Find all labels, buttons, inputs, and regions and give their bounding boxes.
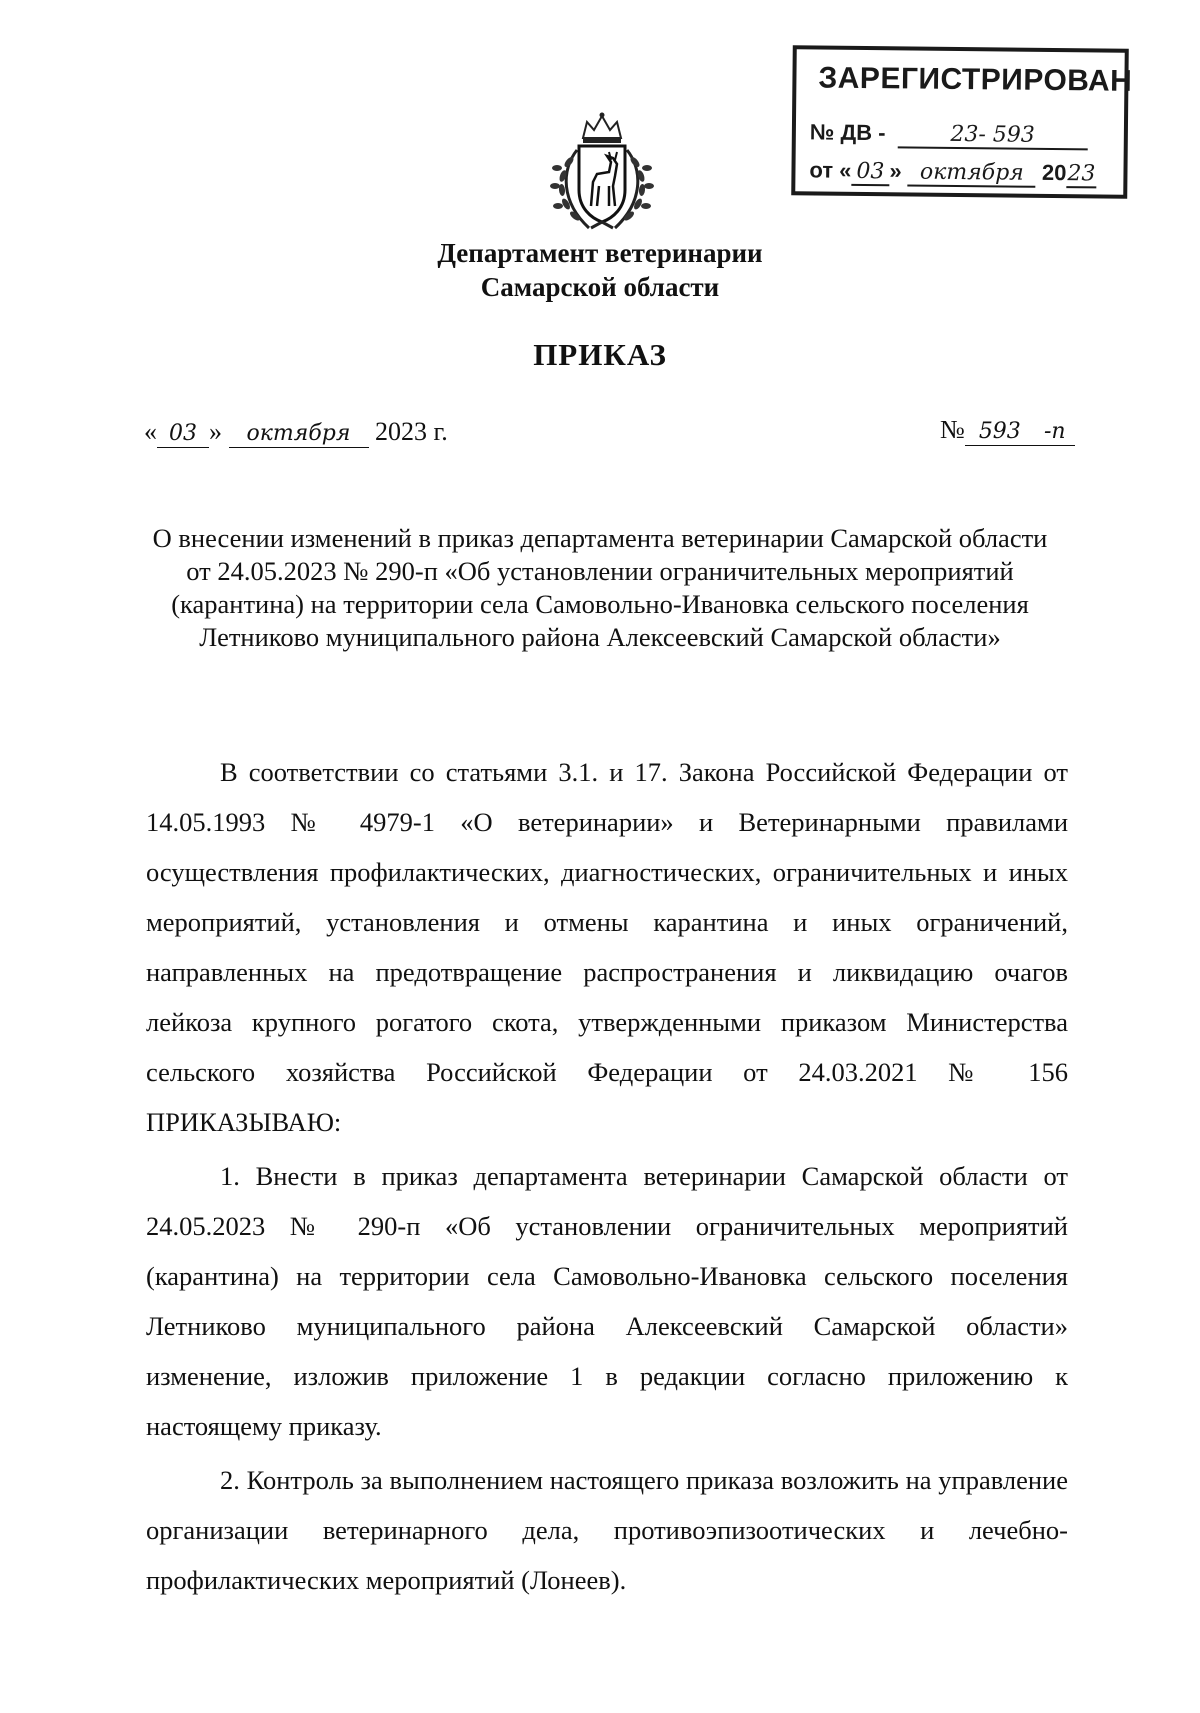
order-date [144,417,448,448]
stamp-title: ЗАРЕГИСТРИРОВАН [818,61,1133,98]
body-item-2: 2. Контроль за выполнением настоящего приказа возложить на управление организации ветеринарного дела, противоэпизоотических и лечебно-профилактических мероприятий (Лонеев). [146,1465,1068,1595]
body-item-1: 1. Внести в приказ департамента ветеринарии Самарской области от 24.05.2023 № 290-п «Об установлении ограничительных мероприятий (карантина) на территории села Самовольно-Ивановка сельского поселения Летниково муниципального района Алексеевский Самарской области» изменение, изложив приложение 1 в редакции согласно приложению к настоящему приказу. [146,1161,1068,1441]
department-line1: Департамент ветеринарии [437,238,763,268]
document-type-title: ПРИКАЗ [533,337,667,372]
stamp-date-prefix: от « [809,157,852,183]
order-date-open-quote: « [144,417,157,446]
body-preamble: В соответствии со статьями 3.1. и 17. Закона Российской Федерации от 14.05.1993 № 4979-1 «О ветеринарии» и Ветеринарными правилами осуществления профилактических, диагностических, ограничительных и иных мероприятий, установления и отмены карантина и иных ограничений, направленных на предотвращение распространения и ликвидацию очагов лейкоза крупного рогатого скота, утвержденными приказом Министерства сельского хозяйства Российской Федерации от 24.03.2021 № 156 ПРИКАЗЫВАЮ: [146,757,1068,1137]
department-name [300,236,900,304]
stamp-year-prefix: 20 [1041,159,1067,186]
order-date-close-quote: » [209,417,222,446]
stamp-year-suffix: 23 [1066,161,1096,188]
stamp-reg-number: 23- 593 [897,121,1087,150]
stamp-date-month: октября [908,159,1036,187]
order-body [146,747,1068,1605]
registration-stamp [791,45,1133,199]
order-subject: О внесении изменений в приказ департамента ветеринарии Самарской области от 24.05.2023 № 290-п «Об установлении ограничительных мероприятий (карантина) на территории села Самовольно-Ивановка сельского поселения Летниково муниципального района Алексеевский Самарской области» [152,523,1048,652]
order-date-month: октября [229,421,369,448]
stamp-date-mid: » [889,158,902,184]
order-number-suffix: -п [1035,419,1075,446]
stamp-date-day: 03 [851,159,889,186]
order-date-year: 2023 г. [375,417,448,446]
department-line2: Самарской области [480,272,720,302]
stamp-date-row [809,157,1096,188]
order-date-day: 03 [157,421,209,448]
order-number-value: 593 [965,419,1035,446]
stamp-reg-prefix: № ДВ - [809,119,886,146]
coat-of-arms-icon [547,110,657,238]
order-number-prefix: № [940,415,965,444]
stamp-reg-row [810,119,1088,150]
order-number [940,415,1075,446]
